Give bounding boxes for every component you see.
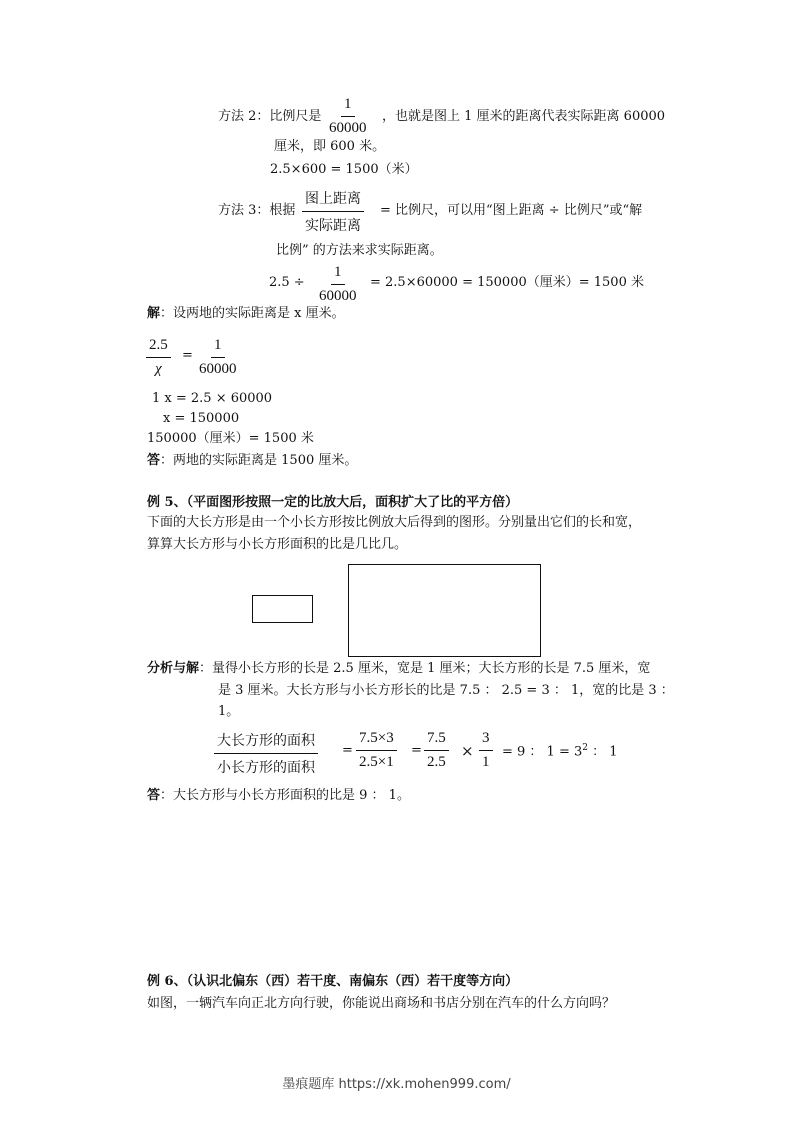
solution-eq-right (196, 337, 240, 378)
area-ratio-fraction (214, 730, 318, 777)
fraction-denominator: 2.5×1 (359, 754, 394, 770)
fraction-denominator: 2.5 (427, 754, 446, 770)
answer-label: 答 (147, 453, 161, 468)
width-fraction (479, 730, 493, 771)
large-rectangle (348, 564, 541, 657)
method2-line2: 厘米，即 600 米。 (274, 139, 386, 154)
fraction-numerator: 3 (479, 730, 493, 751)
fraction-numerator: 1 (331, 264, 345, 285)
analysis-line2: 是 3 厘米。大长方形与小长方形长的比是 7.5 ： 2.5 = 3 ： 1，宽的比是 3 ： (218, 683, 674, 698)
result-tail: ： 1 (588, 744, 618, 760)
analysis-text: ：量得小长方形的长是 2.5 厘米，宽是 1 厘米；大长方形的长是 7.5 厘米，宽 (199, 661, 651, 676)
fraction-numerator: 2.5 (146, 337, 171, 358)
example6-line1: 如图，一辆汽车向正北方向行驶，你能说出商场和书店分别在汽车的什么方向吗？ (147, 996, 616, 1011)
method3-calc-fraction (316, 264, 360, 305)
fraction-denominator: 60000 (319, 288, 357, 304)
solution-answer (147, 454, 357, 467)
fraction-denominator: 60000 (329, 120, 367, 136)
equals-sign: = (342, 743, 353, 758)
example5-line2: 算算大长方形与小长方形面积的比是几比几。 (147, 537, 408, 552)
fraction-numerator: 图上距离 (302, 188, 364, 212)
equals-sign: = (411, 743, 422, 758)
method2-suffix: ，也就是图上 1 厘米的距离代表实际距离 60000 (382, 109, 666, 124)
answer-text: ：两地的实际距离是 1500 厘米。 (160, 453, 358, 468)
fraction-numerator: 1 (211, 337, 225, 358)
small-rectangle (252, 595, 313, 623)
example6-title: 例 6、（认识北偏东（西）若干度、南偏东（西）若干度等方向） (147, 974, 519, 989)
solution-step3: 150000（厘米）= 1500 米 (147, 431, 314, 446)
solution-label: 解 (147, 306, 161, 321)
method3-calc-suffix: = 2.5×60000 = 150000（厘米）= 1500 米 (370, 275, 644, 290)
method3-suffix: = 比例尺，可以用“图上距离 ÷ 比例尺”或“解 (380, 203, 643, 218)
example5-line1: 下面的大长方形是由一个小长方形按比例放大后得到的图形。分别量出它们的长和宽， (147, 515, 642, 530)
area-result (502, 744, 618, 758)
example5-answer (147, 789, 410, 802)
solution-text: ：设两地的实际距离是 x 厘米。 (160, 306, 345, 321)
solution-step2: x = 150000 (163, 411, 240, 426)
analysis-label: 分析与解 (147, 661, 200, 676)
product-fraction (356, 730, 397, 771)
fraction-denominator: 1 (482, 754, 490, 770)
answer-label: 答 (147, 788, 161, 803)
method2-fraction (326, 96, 370, 137)
fraction-numerator: 7.5×3 (356, 730, 397, 751)
solution-line (147, 307, 345, 320)
analysis-line1 (147, 662, 650, 675)
method3-fraction (302, 188, 364, 235)
method3-prefix: 方法 3：根据 (218, 203, 296, 218)
fraction-denominator: χ (155, 361, 162, 377)
method3-line2: 比例” 的方法来求实际距离。 (276, 243, 443, 258)
answer-text: ：大长方形与小长方形面积的比是 9 ： 1。 (160, 788, 410, 803)
result-main: = 9 ： 1 = 3 (502, 744, 583, 760)
length-fraction (424, 730, 449, 771)
solution-step1: 1 x = 2.5 × 60000 (152, 391, 273, 406)
times-sign: × (461, 742, 474, 760)
fraction-numerator: 1 (341, 96, 355, 117)
method3-calc-prefix: 2.5 ÷ (269, 275, 305, 290)
example5-title: 例 5、（平面图形按照一定的比放大后，面积扩大了比的平方倍） (147, 495, 519, 510)
fraction-numerator: 7.5 (424, 730, 449, 751)
method2-calc: 2.5×600 = 1500（米） (270, 162, 418, 177)
fraction-numerator: 大长方形的面积 (214, 730, 318, 754)
method2-prefix: 方法 2：比例尺是 (218, 109, 322, 124)
analysis-line3: 1。 (218, 704, 240, 719)
fraction-denominator: 小长方形的面积 (217, 760, 315, 776)
fraction-denominator: 实际距离 (305, 218, 361, 234)
result-exponent: 2 (582, 743, 588, 753)
solution-eq-sign: = (182, 348, 193, 363)
footer-watermark: 墨痕题库 https://xk.mohen999.com/ (282, 1077, 511, 1092)
solution-eq-left (146, 337, 171, 378)
fraction-denominator: 60000 (199, 361, 237, 377)
